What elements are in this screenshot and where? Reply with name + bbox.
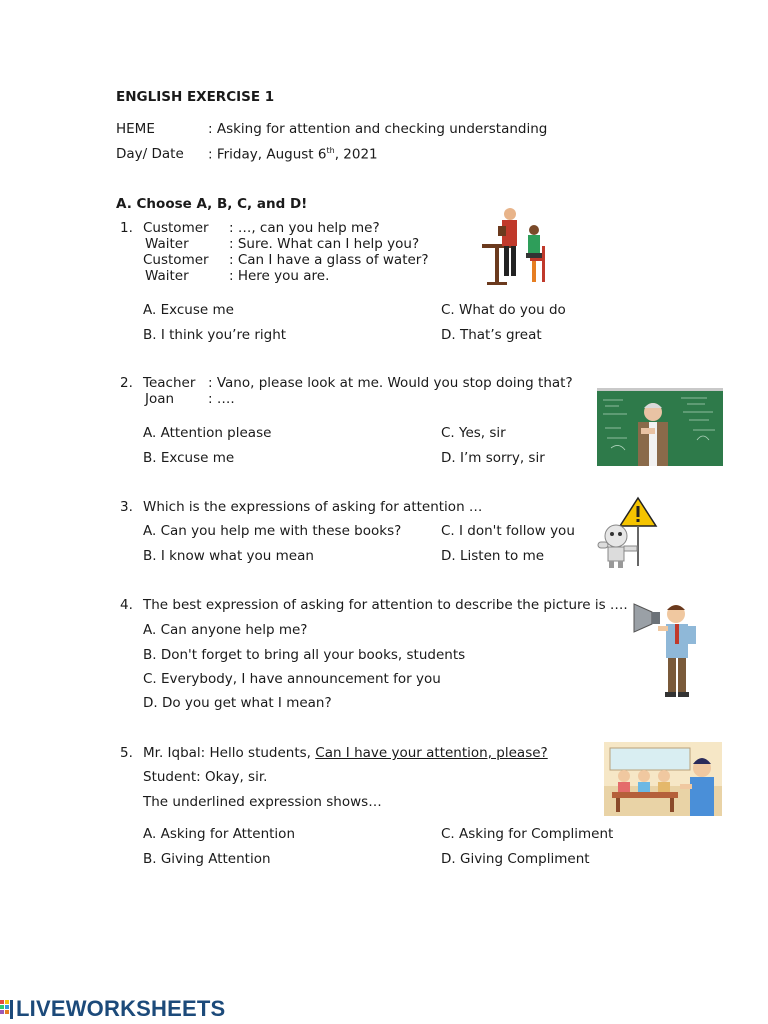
q5-option-c[interactable]: C. Asking for Compliment [441,826,614,842]
q4-number: 4. [120,597,133,613]
q5-number: 5. [120,745,133,761]
theme-label: HEME [116,121,155,137]
q1-line-2: : Sure. What can I help you? [229,236,420,252]
q5-line-3: The underlined expression shows… [143,794,382,810]
liveworksheets-logo-icon [0,998,14,1020]
q1-speaker-3: Customer [143,252,209,268]
q1-option-a[interactable]: A. Excuse me [143,302,234,318]
megaphone-man-image [632,598,700,700]
q4-option-a[interactable]: A. Can anyone help me? [143,622,308,638]
q3-option-d[interactable]: D. Listen to me [441,548,545,564]
q2-line-1: : Vano, please look at me. Would you stop doing that? [208,375,573,391]
q2-option-d[interactable]: D. I’m sorry, sir [441,450,545,466]
q1-number: 1. [120,220,133,236]
date-label: Day/ Date [116,146,184,162]
q2-line-2: : …. [208,391,235,407]
teacher-chalkboard-image [597,388,723,466]
q4-question: The best expression of asking for attention to describe the picture is …. [143,597,628,613]
q3-question: Which is the expressions of asking for attention … [143,499,483,515]
section-heading: A. Choose A, B, C, and D! [116,196,308,212]
date-value-main: : Friday, August 6 [208,146,327,163]
liveworksheets-logo [0,996,225,1022]
theme-value: : Asking for attention and checking understanding [208,121,548,137]
q5-option-b[interactable]: B. Giving Attention [143,851,271,867]
classroom-image [604,742,722,816]
q5-option-a[interactable]: A. Asking for Attention [143,826,295,842]
q1-speaker-1: Customer [143,220,209,236]
q2-option-b[interactable]: B. Excuse me [143,450,235,466]
q4-option-c[interactable]: C. Everybody, I have announcement for you [143,671,441,687]
q2-option-c[interactable]: C. Yes, sir [441,425,506,441]
q3-option-a[interactable]: A. Can you help me with these books? [143,523,402,539]
q2-option-a[interactable]: A. Attention please [143,425,272,441]
q5-underlined-expression: Can I have your attention, please? [315,745,548,761]
q1-option-d[interactable]: D. That’s great [441,327,542,343]
q1-option-b[interactable]: B. I think you’re right [143,327,287,343]
restaurant-waiter-image [476,202,552,288]
q1-speaker-2: Waiter [145,236,189,252]
q1-line-1: : …, can you help me? [229,220,380,236]
liveworksheets-brand: LIVEWORKSHEETS [16,996,226,1021]
q1-option-c[interactable]: C. What do you do [441,302,566,318]
q1-speaker-4: Waiter [145,268,189,284]
q3-number: 3. [120,499,133,515]
date-value [208,146,378,163]
worksheet-title: ENGLISH EXERCISE 1 [116,89,275,105]
q5-line-1-text: Mr. Iqbal: Hello students, [143,745,316,761]
q3-option-c[interactable]: C. I don't follow you [441,523,575,539]
q5-option-d[interactable]: D. Giving Compliment [441,851,590,867]
q1-line-3: : Can I have a glass of water? [229,252,429,268]
q1-line-4: : Here you are. [229,268,330,284]
q5-line-1 [143,745,548,761]
q2-number: 2. [120,375,133,391]
q3-option-b[interactable]: B. I know what you mean [143,548,314,564]
q2-speaker-2: Joan [145,391,175,407]
date-value-sup: th [326,146,335,155]
warning-sign-character-image [594,494,660,570]
date-value-year: , 2021 [334,146,378,163]
q4-option-b[interactable]: B. Don't forget to bring all your books, students [143,647,466,663]
q4-option-d[interactable]: D. Do you get what I mean? [143,695,332,711]
q5-line-2: Student: Okay, sir. [143,769,268,785]
q2-speaker-1: Teacher [143,375,196,391]
